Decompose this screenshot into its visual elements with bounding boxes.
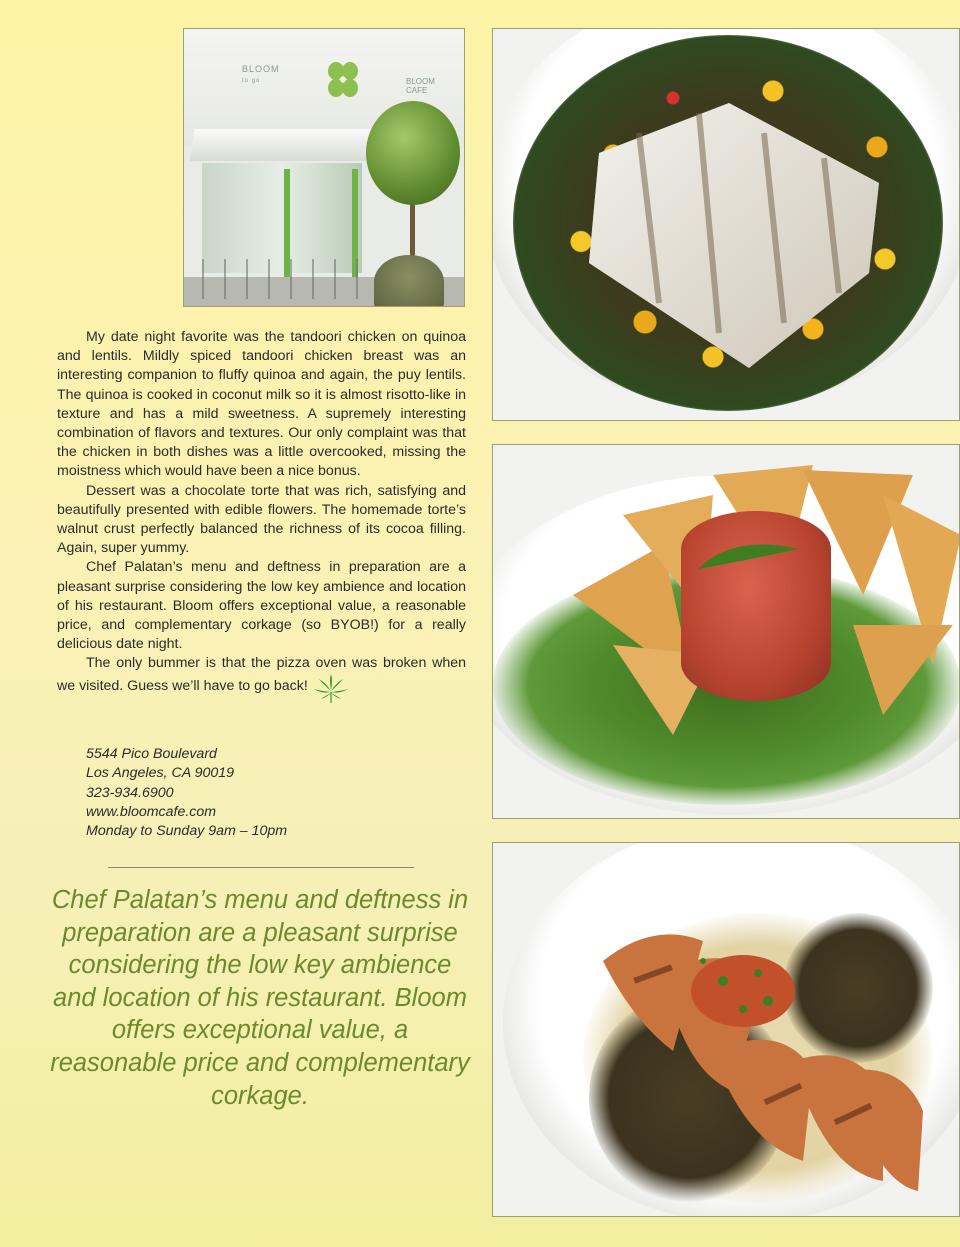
tuna-tartare-photo [492,444,960,819]
bloom-logo-icon [325,59,361,101]
herb-garnish [693,529,803,589]
article-paragraph-last [57,654,466,703]
article-paragraph: The only bummer is that the pizza oven was broken when we visited. Guess we’ll have to go back! [57,655,466,694]
pull-quote: Chef Palatan’s menu and deftness in preparation are a pleasant surprise considering the low key ambience and location of his restaurant. Bloom offers exceptional value, a reasonable price and complementary corkage. [50,886,470,1110]
article-paragraph: Chef Palatan’s menu and deftness in preparation are a pleasant surprise considering the low key ambience and location of his restaurant. Bloom offers exceptional value, a reasonable price, and complementary corkage (so BYOB!) for a really delicious date night. [57,559,466,653]
sliced-chicken-breast [593,901,933,1201]
article-paragraph: My date night favorite was the tandoori chicken on quinoa and lentils. Mildly spiced tandoori chicken breast was an interesting companion to fluffy quinoa and again, the puy lentils. The quinoa is cooked in coconut milk so it is almost risotto-like in texture and has a mild sweetness. A supremely interesting combination of flavors and textures. Our only complaint was that the chicken in both dishes was a little overcooked, missing the moistness which would have been a nice bonus. [57,329,466,480]
phone: 323-934.6900 [86,784,174,801]
sign-left-subtext: to go [242,78,261,84]
sign-right-text-1: BLOOM [406,77,435,86]
sign-right-text-2: CAFE [406,86,428,95]
storefront-sign-left [242,64,280,84]
patio-chairs [194,259,364,299]
hours: Monday to Sunday 9am – 10pm [86,823,288,840]
website: www.bloomcafe.com [86,803,217,820]
cafe-storefront-photo [183,28,465,307]
sign-left-text: BLOOM [242,64,280,74]
article-body [57,328,466,704]
address: 5544 Pico Boulevard [86,746,217,762]
shrub [374,255,444,307]
city: Los Angeles, CA 90019 [86,765,235,782]
cannabis-leaf-icon [314,674,348,704]
divider [108,867,414,868]
contact-info [86,745,416,841]
tree-trunk [410,199,415,259]
article-paragraph: Dessert was a chocolate torte that was rich, satisfying and beautifully presented with edible flowers. The homemade torte’s walnut crust perfectly balanced the richness of its cocoa filling. Again, super yummy. [57,482,466,557]
tandoori-chicken-photo [492,842,960,1217]
grilled-fish-photo [492,28,960,421]
storefront-windows [202,163,362,273]
storefront-sign-right [406,77,435,95]
grilled-fish-fillet [579,73,895,373]
tree [366,101,460,205]
awning [190,129,384,161]
